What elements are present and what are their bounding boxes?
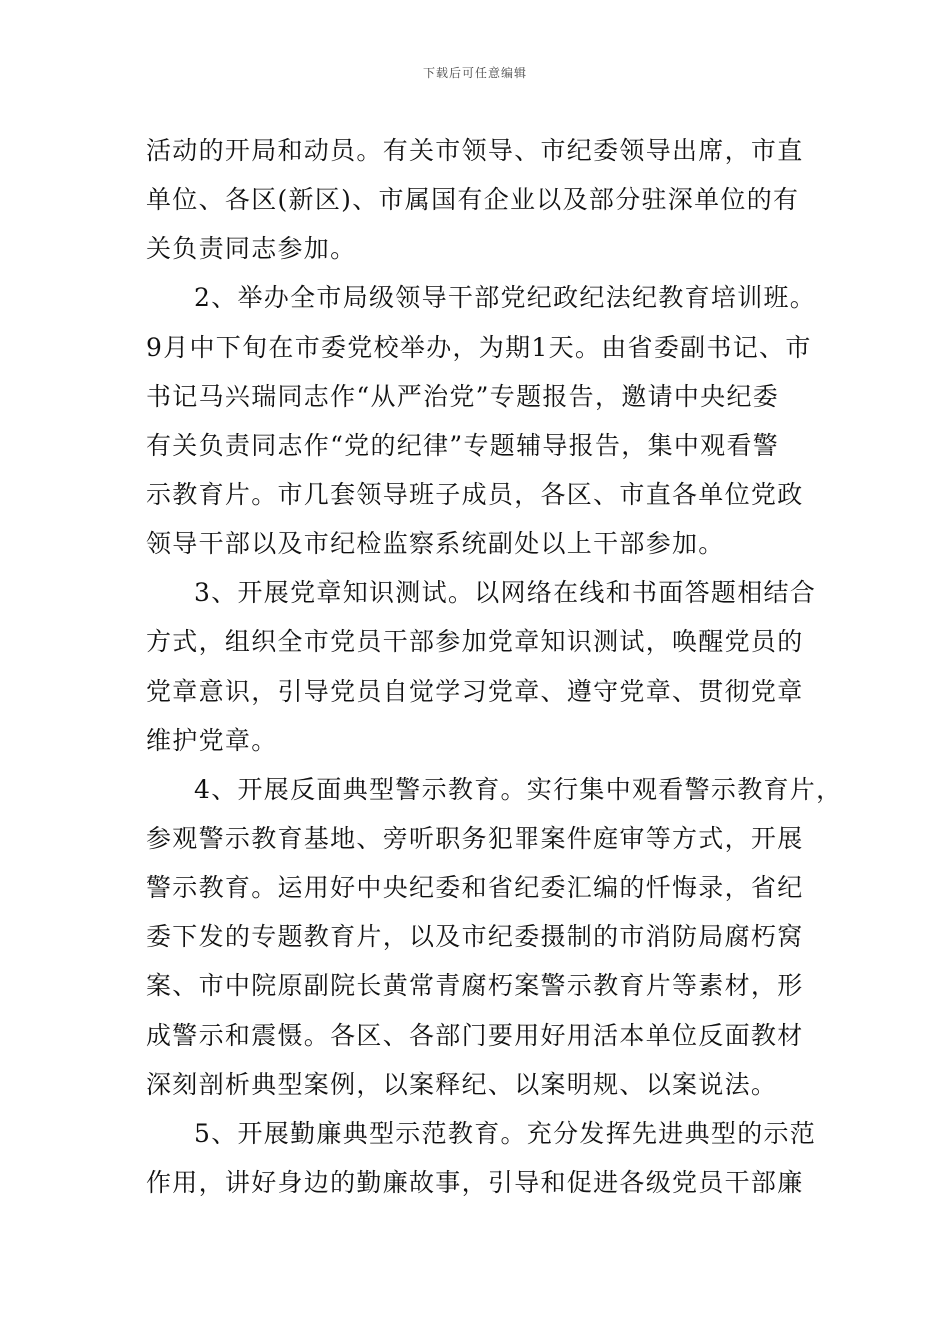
paragraph-start-line: 5、开展勤廉典型示范教育。充分发挥先进典型的示范	[194, 1118, 817, 1148]
text-line: 作用，讲好身边的勤廉故事，引导和促进各级党员干部廉	[146, 1167, 804, 1197]
paragraph-start-line: 3、开展党章知识测试。以网络在线和书面答题相结合	[194, 578, 817, 608]
text-line: 书记马兴瑞同志作“从严治党”专题报告，邀请中央纪委	[146, 381, 780, 411]
text-line: 成警示和震慑。各区、各部门要用好用活本单位反面教材	[146, 1020, 804, 1050]
text-line: 领导干部以及市纪检监察系统副处以上干部参加。	[146, 529, 725, 559]
text-line: 参观警示教育基地、旁听职务犯罪案件庭审等方式，开展	[146, 823, 804, 853]
paragraph-start-line: 4、开展反面典型警示教育。实行集中观看警示教育片，	[194, 774, 843, 804]
text-line: 9月中下旬在市委党校举办，为期1天。由省委副书记、市	[146, 332, 812, 362]
text-line: 有关负责同志作“党的纪律”专题辅导报告，集中观看警	[146, 430, 780, 460]
text-line: 维护党章。	[146, 725, 278, 755]
text-line: 深刻剖析典型案例，以案释纪、以案明规、以案说法。	[146, 1069, 778, 1099]
text-line: 活动的开局和动员。有关市领导、市纪委领导出席，市直	[146, 136, 804, 165]
text-line: 警示教育。运用好中央纪委和省纪委汇编的忏悔录，省纪	[146, 873, 804, 903]
text-line: 党章意识，引导党员自觉学习党章、遵守党章、贯彻党章	[146, 676, 804, 706]
text-line: 案、市中院原副院长黄常青腐朽案警示教育片等素材，形	[146, 971, 804, 1001]
text-line: 方式，组织全市党员干部参加党章知识测试，唤醒党员的	[146, 627, 804, 657]
document-body	[146, 126, 843, 1207]
page-header: 下载后可任意编辑	[422, 66, 527, 80]
text-line: 关负责同志参加。	[146, 234, 357, 264]
paragraph-start-line: 2、举办全市局级领导干部党纪政纪法纪教育培训班。	[194, 283, 817, 313]
text-line: 单位、各区(新区)、市属国有企业以及部分驻深单位的有	[146, 185, 800, 215]
text-line: 委下发的专题教育片，以及市纪委摄制的市消防局腐朽窝	[146, 922, 804, 952]
text-line: 示教育片。市几套领导班子成员，各区、市直各单位党政	[146, 479, 804, 509]
